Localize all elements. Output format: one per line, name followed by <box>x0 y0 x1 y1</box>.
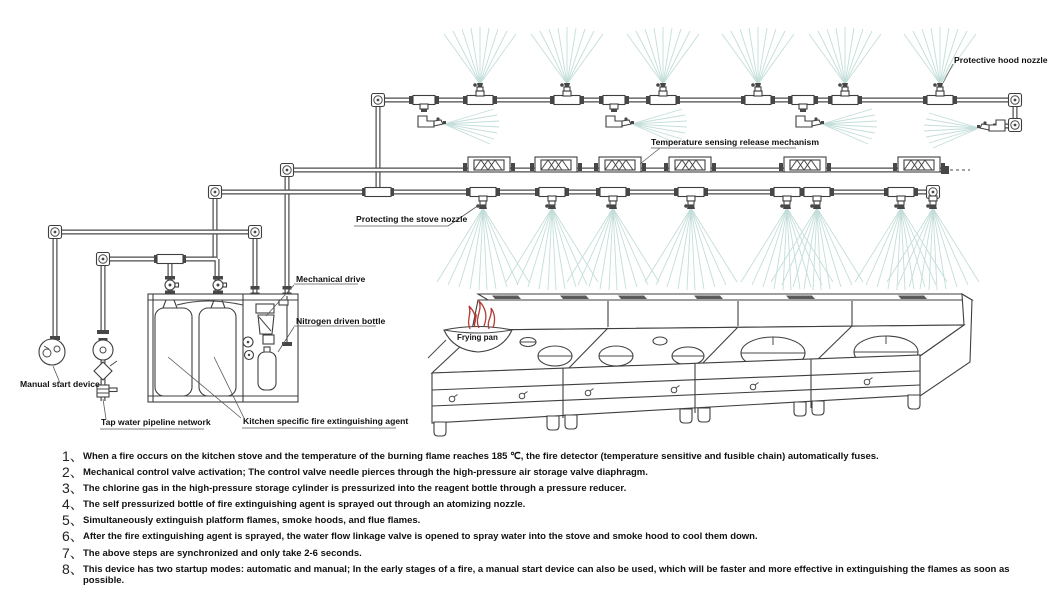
step-text: Mechanical control valve activation; The control valve needle pierces through the high-pressure air storage valve diaphragm. <box>83 467 648 479</box>
label-protecting-stove-nozzle: Protecting the stove nozzle <box>356 214 468 224</box>
step-item <box>62 465 1052 481</box>
step-number: 1、 <box>62 448 84 464</box>
step-number: 3、 <box>62 480 84 497</box>
step-number: 2、 <box>62 464 84 481</box>
label-mechanical-drive: Mechanical drive <box>296 274 366 284</box>
agent-bottle-right <box>199 308 236 396</box>
label-frying-pan: Frying pan <box>457 333 498 342</box>
step-item <box>62 481 1052 497</box>
label-manual-start-device: Manual start device <box>20 379 100 389</box>
step-item <box>62 546 1052 562</box>
step-item <box>62 449 1052 465</box>
step-item <box>62 513 1052 529</box>
step-number: 7、 <box>62 544 84 561</box>
step-text: The chlorine gas in the high-pressure storage cylinder is pressurized into the reagent bottle through a pressure reducer. <box>83 483 627 495</box>
label-temperature-sensing: Temperature sensing release mechanism <box>651 137 819 147</box>
step-number: 6、 <box>62 528 84 545</box>
label-protective-hood-nozzle: Protective hood nozzle <box>954 55 1048 65</box>
label-kitchen-agent: Kitchen specific fire extinguishing agent <box>243 416 409 426</box>
step-number: 5、 <box>62 512 84 529</box>
water-valve <box>93 340 113 360</box>
step-number: 8、 <box>62 560 84 577</box>
step-text: This device has two startup modes: automatic and manual; In the early stages of a fire, a manual start device can also be used, which will be faster and more effective in extinguishing the flames as soon as possible. <box>83 563 1010 586</box>
step-item <box>62 497 1052 513</box>
step-item <box>62 529 1052 545</box>
label-nitrogen-driven-bottle: Nitrogen driven bottle <box>296 316 386 326</box>
step-text: When a fire occurs on the kitchen stove and the temperature of the burning flame reaches 185 ℃, the fire detector (temperature sensitive and fusible chain) automatically fuses. <box>83 451 879 462</box>
step-item <box>62 560 1052 586</box>
step-text: The above steps are synchronized and only take 2-6 seconds. <box>83 547 362 559</box>
manual-start-assembly <box>39 336 65 365</box>
kitchen-stove <box>428 294 972 436</box>
step-number: 4、 <box>62 496 84 513</box>
agent-bottle-left <box>155 308 192 396</box>
steps-list <box>62 448 1052 586</box>
control-cabinet <box>148 294 298 402</box>
label-tap-water-pipeline: Tap water pipeline network <box>101 417 211 427</box>
nitrogen-bottle <box>258 352 276 390</box>
step-text: The self pressurized bottle of fire extinguishing agent is sprayed out through an atomizing nozzle. <box>83 499 526 511</box>
step-text: Simultaneously extinguish platform flames, smoke hoods, and flue flames. <box>83 515 421 527</box>
step-text: After the fire extinguishing agent is sprayed, the water flow linkage valve is opened to spray water into the stove and smoke hood to cool them down. <box>83 531 758 543</box>
check-valve <box>94 362 112 380</box>
